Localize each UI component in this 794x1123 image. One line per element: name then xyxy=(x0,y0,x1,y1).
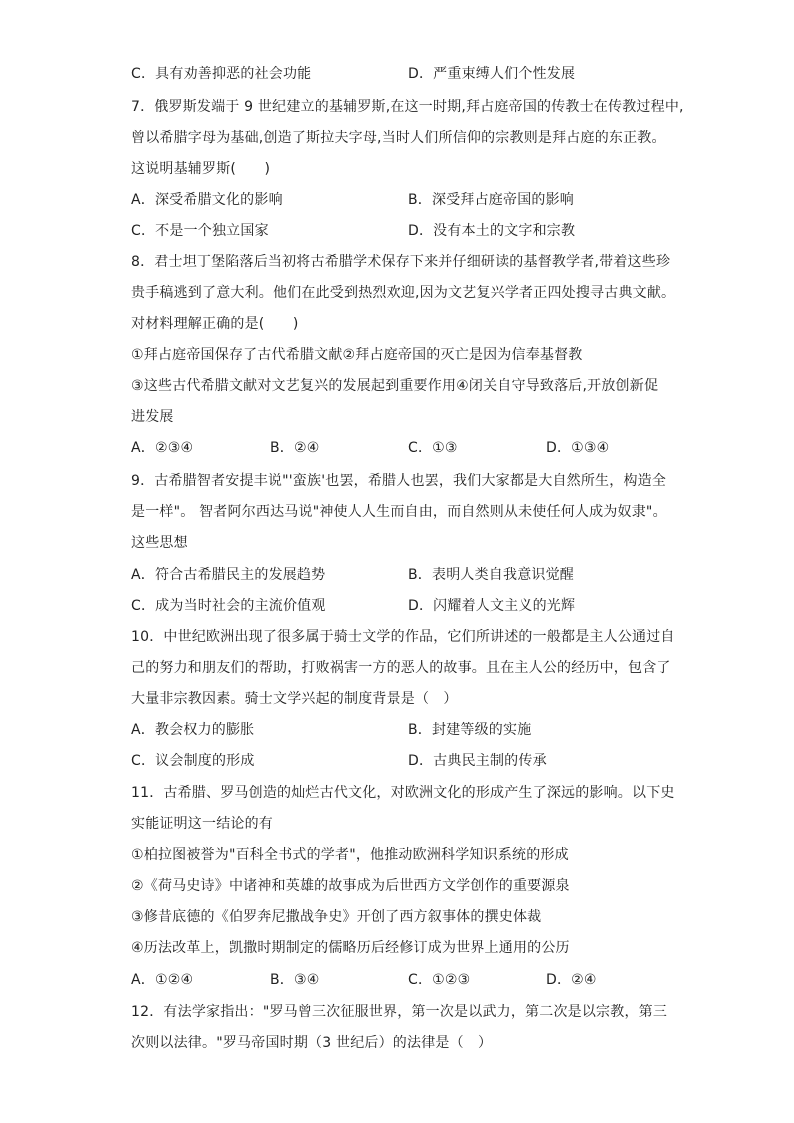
q11-stem-line-2: 实能证明这一结论的有 xyxy=(131,816,273,832)
q8-stem-line-1: 8．君士坦丁堡陷落后当初将古希腊学术保存下来并仔细研读的基督教学者,带着这些珍 xyxy=(131,254,671,270)
q11-stem-line-1: 11．古希腊、罗马创造的灿烂古代文化，对欧洲文化的形成产生了深远的影响。以下史 xyxy=(131,785,675,801)
q10-stem-line-3: 大量非宗教因素。骑士文学兴起的制度背景是（ ） xyxy=(131,691,458,707)
q8-stem-line-2: 贵手稿逃到了意大利。他们在此受到热烈欢迎,因为文艺复兴学者正四处搜寻古典文献。 xyxy=(131,285,676,301)
q6-option-c: C．具有劝善抑恶的社会功能 xyxy=(131,66,312,82)
q11-option-d: D．②④ xyxy=(546,972,597,988)
q11-option-b: B．③④ xyxy=(270,972,320,988)
q10-option-c: C．议会制度的形成 xyxy=(131,753,255,769)
q11-option-c: C．①②③ xyxy=(408,972,471,988)
q9-option-d: D．闪耀着人文主义的光辉 xyxy=(408,598,576,614)
q11-item-3: ③修昔底德的《伯罗奔尼撒战争史》开创了西方叙事体的撰史体裁 xyxy=(131,909,542,925)
q12-stem-line-1: 12．有法学家指出："罗马曾三次征服世界，第一次是以武力，第二次是以宗教，第三 xyxy=(131,1004,668,1020)
q8-stem-line-3: 对材料理解正确的是( ) xyxy=(131,316,299,332)
q7-option-a: A．深受希腊文化的影响 xyxy=(131,192,283,208)
q11-item-2: ②《荷马史诗》中诸神和英雄的故事成为后世西方文学创作的重要源泉 xyxy=(131,878,570,894)
q7-stem-line-1: 7．俄罗斯发端于 9 世纪建立的基辅罗斯,在这一时期,拜占庭帝国的传教士在传教过程中, xyxy=(131,99,684,115)
q11-item-1: ①柏拉图被誉为"百科全书式的学者"，他推动欧洲科学知识系统的形成 xyxy=(131,847,569,863)
q11-item-4: ④历法改革上，凯撒时期制定的儒略历后经修订成为世界上通用的公历 xyxy=(131,940,570,956)
q12-stem-line-2: 次则以法律。"罗马帝国时期（3 世纪后）的法律是（ ） xyxy=(131,1035,493,1051)
q7-option-c: C．不是一个独立国家 xyxy=(131,223,269,239)
q9-stem-line-2: 是一样"。 智者阿尔西达马说"神使人人生而自由，而自然则从未使任何人成为奴隶"。 xyxy=(131,504,667,520)
q7-stem-line-2: 曾以希腊字母为基础,创造了斯拉夫字母,当时人们所信仰的宗教则是拜占庭的东正教。 xyxy=(131,130,666,146)
q8-option-d: D．①③④ xyxy=(546,440,610,456)
q10-stem-line-2: 己的努力和朋友们的帮助，打败祸害一方的恶人的故事。且在主人公的经历中，包含了 xyxy=(131,660,671,676)
q8-item-line-2: ③这些古代希腊文献对文艺复兴的发展起到重要作用④闭关自守导致落后,开放创新促 xyxy=(131,378,659,394)
q8-option-b: B．②④ xyxy=(270,440,320,456)
q11-option-a: A．①②④ xyxy=(131,972,194,988)
q9-stem-line-1: 9．古希腊智者安提丰说"'蛮族'也罢，希腊人也罢，我们大家都是大自然所生，构造全 xyxy=(131,473,667,489)
q8-option-a: A．②③④ xyxy=(131,440,194,456)
q10-option-b: B．封建等级的实施 xyxy=(408,722,532,738)
q8-item-line-3: 进发展 xyxy=(131,409,174,425)
q7-stem-line-3: 这说明基辅罗斯( ) xyxy=(131,161,271,177)
q7-option-b: B．深受拜占庭帝国的影响 xyxy=(408,192,575,208)
q9-option-a: A．符合古希腊民主的发展趋势 xyxy=(131,567,326,583)
q10-stem-line-1: 10．中世纪欧洲出现了很多属于骑士文学的作品，它们所讲述的一般都是主人公通过自 xyxy=(131,629,675,645)
q10-option-d: D．古典民主制的传承 xyxy=(408,753,547,769)
q7-option-d: D．没有本土的文字和宗教 xyxy=(408,223,576,239)
q9-option-b: B．表明人类自我意识觉醒 xyxy=(408,567,575,583)
q8-item-line-1: ①拜占庭帝国保存了古代希腊文献②拜占庭帝国的灭亡是因为信奉基督教 xyxy=(131,347,583,363)
q9-option-c: C．成为当时社会的主流价值观 xyxy=(131,598,326,614)
q8-option-c: C．①③ xyxy=(408,440,458,456)
q9-stem-line-3: 这些思想 xyxy=(131,535,188,551)
q6-option-d: D．严重束缚人们个性发展 xyxy=(408,66,576,82)
q10-option-a: A．教会权力的膨胀 xyxy=(131,722,255,738)
